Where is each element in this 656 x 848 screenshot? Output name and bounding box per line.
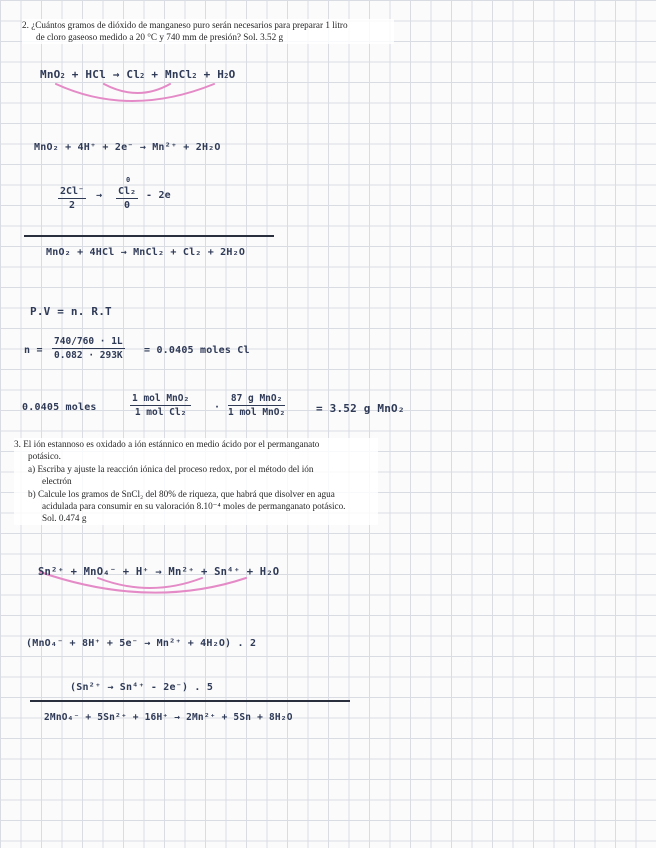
half-reaction-oxidation-right: $\frac{\text{Cl₂}}{0}$ [118,186,137,211]
global-equation-problem-3: 2MnO₄⁻ + 5Sn²⁺ + 16H⁺ → 2Mn²⁺ + 5Sn + 8H₂O [44,712,293,723]
conversion-factor-1: 1 mol MnO₂ 1 mol Cl₂ [132,393,190,418]
sum-rule-problem-2 [24,235,274,237]
ideal-gas-law: P.V = n. R.T [30,305,112,318]
part-b-line-3: Sol. 0.474 g [42,513,87,524]
conversion-factor-2: 87 g MnO₂ 1 mol MnO₂ [228,393,286,418]
half-reaction-permanganate: (MnO₄⁻ + 8H⁺ + 5e⁻ → Mn²⁺ + 4H₂O) . 2 [26,638,257,649]
problem-3-number: 3. [14,439,21,449]
half-reaction-oxidation-electrons: - 2e [146,190,171,201]
half-reaction-oxidation-left: $\frac{2Cl^-}{2}$ [60,186,85,211]
problem-2-number: 2. [22,20,29,30]
moles-fraction: $\frac{740/760 \cdot 1L}{0.082 \cdot 293K}$ [54,336,123,361]
part-b-line-2: acidulada para consumir en su valoración 8.10⁻⁴ moles de permanganato potásico. [42,501,346,512]
sum-rule-problem-3 [30,700,350,702]
moles-result: = 0.0405 moles Cl [144,345,250,356]
oxidation-state-label: 0 [126,176,131,184]
part-b-label: b) [28,488,36,499]
part-a-label: a) [28,463,36,474]
problem-3-line-2: potásico. [28,451,61,462]
half-reaction-oxidation-arrow: → [96,190,103,201]
conversion-result: = 3.52 g MnO₂ [316,402,405,415]
part-b-line-1: Calcule los gramos de SnCl₂ del 80% de riqueza, que habrá que disolver en agua [37,488,335,499]
conversion-dot: · [214,402,221,413]
part-a-line-2: electrón [42,476,72,487]
problem-3-line-1: El ión estannoso es oxidado a ión estánnico en medio ácido por el permanganato [23,439,320,449]
conversion-start: 0.0405 moles [22,402,97,413]
problem-3-statement [14,438,378,525]
unbalanced-equation-mno2: MnO$_2$ + HCl → $Cl_2$ + MnCl$_2$ + $H_2O$ [40,68,236,81]
moles-label: n = [24,345,43,356]
problem-2-line-2: de cloro gaseoso medido a 20 °C y 740 mm de presión? Sol. 3.52 g [36,32,284,43]
unbalanced-equation-sn: Sn²⁺ + MnO₄⁻ + H⁺ → Mn²⁺ + Sn⁴⁺ + H₂O [38,566,280,578]
half-reaction-tin: (Sn²⁺ → Sn⁴⁺ - 2e⁻) . 5 [70,682,214,693]
global-equation-problem-2: MnO₂ + 4HCl → MnCl₂ + Cl₂ + 2H₂O [46,247,246,258]
half-reaction-reduction: MnO₂ + 4H⁺ + 2e⁻ → Mn²⁺ + 2H₂O [34,142,221,153]
part-a-line-1: Escriba y ajuste la reacción iónica del proceso redox, por el método del ión [37,463,314,474]
problem-2-line-1: ¿Cuántos gramos de dióxido de manganeso puro serán necesarios para preparar 1 litro [31,20,348,30]
